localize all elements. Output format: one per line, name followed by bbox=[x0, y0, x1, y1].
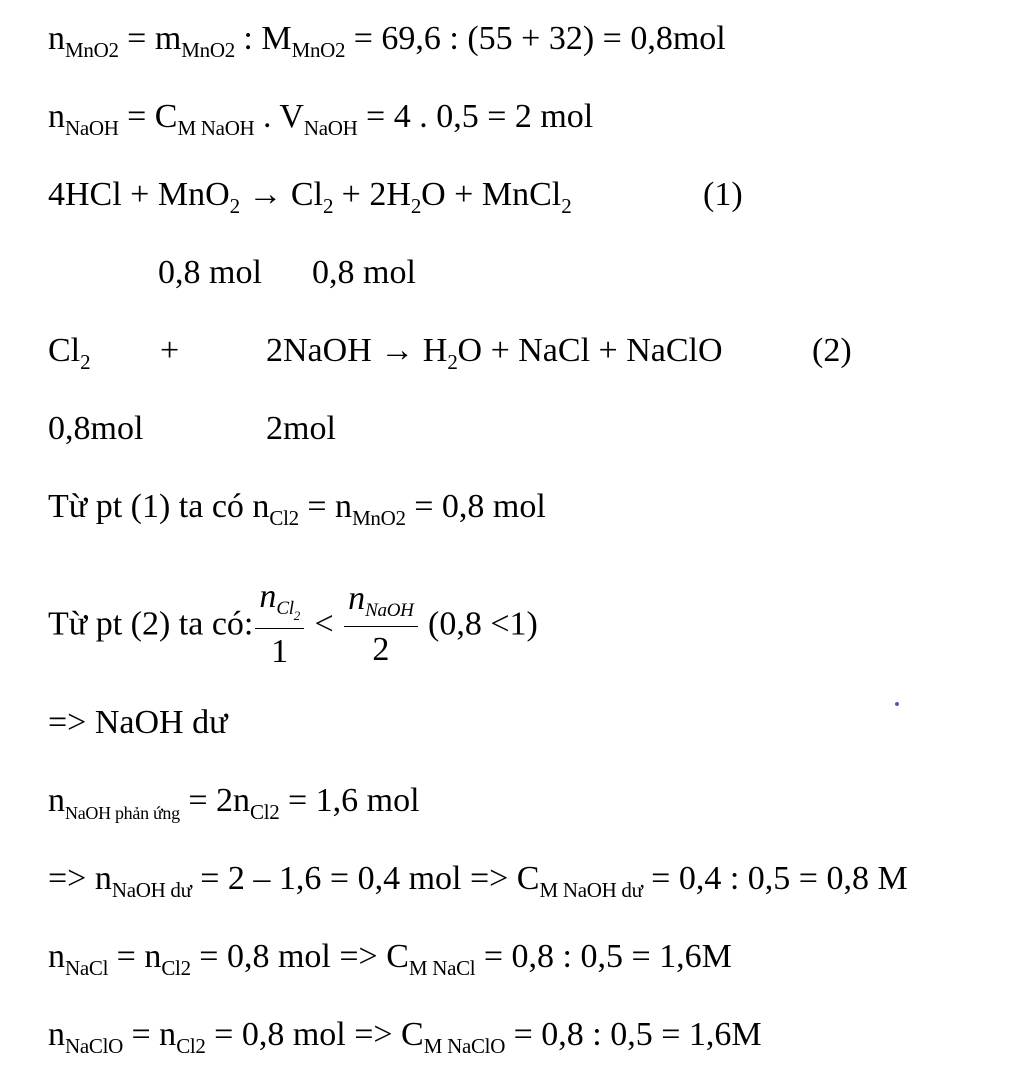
line-naoh-excess: => NaOH dư bbox=[48, 704, 228, 741]
reaction-1-equation: $4HCl + MnO_2 \to Cl_2 + 2H_2O$ + MnCl$_2$ bbox=[48, 176, 572, 218]
line-naoh-remaining: => $n_{NaOH dư} = 2 - 1,6 = 0,4$ mol => $C_{M NaOH dư} = 0,4$ : 0,5 = 0,8 M bbox=[48, 860, 908, 902]
line-from-eq2-ratio: Từ pt (2) ta có: $\frac{n_{Cl_2}}{1}$ < $\frac{n_{NaOH}}{2}$ (0,8 <1) bbox=[48, 578, 538, 670]
reaction-2-cl2: $Cl_2$ bbox=[48, 332, 91, 374]
reaction-1-mol-mno2: 0,8 mol bbox=[312, 254, 416, 291]
fraction-ncl2-over-1: $\frac{n_{Cl_2}}{1}$ bbox=[255, 580, 304, 669]
reaction-2-equation: 2NaOH → $H_2O$ + NaCl + NaClO bbox=[266, 332, 723, 374]
reaction-1-mol-hcl: 0,8 mol bbox=[158, 254, 262, 291]
line-from-eq1: Từ pt (1) ta có $n_{Cl2} = n_{MnO2} = 0,8$ mol bbox=[48, 488, 546, 530]
line-naoh-reacted: $n_{NaOH phản ứng} = 2n_{Cl2} = 1,6$ mol bbox=[48, 782, 420, 824]
line-naclo-concentration: $n_{NaClO} = n_{Cl2} = 0,8$ mol => $C_{M NaClO} = 0,8$ : 0,5 = 1,6M bbox=[48, 1016, 762, 1058]
line-moles-naoh: $n_{NaOH} = C_{M NaOH}$ . $V_{NaOH} = 4$ . 0,5 = 2 mol bbox=[48, 98, 594, 140]
reaction-2-plus: + bbox=[160, 332, 180, 369]
reaction-2-mol-cl2: 0,8mol bbox=[48, 410, 144, 447]
reaction-1-label: (1) bbox=[703, 176, 743, 213]
line-nacl-concentration: $n_{NaCl} = n_{Cl2} = 0,8$ mol => $C_{M NaCl} = 0,8$ : 0,5 = 1,6M bbox=[48, 938, 732, 980]
reaction-2-mol-naoh: 2mol bbox=[266, 410, 336, 447]
line-moles-mno2: $n_{MnO2} = m_{MnO2}$ : $M_{MnO2} = 69,6$ : (55 + 32) = 0,8mol bbox=[48, 20, 726, 62]
fraction-nnaoh-over-2: $\frac{n_{NaOH}}{2}$ bbox=[344, 582, 417, 667]
stray-dot-mark bbox=[895, 702, 899, 706]
reaction-2-label: (2) bbox=[812, 332, 852, 369]
